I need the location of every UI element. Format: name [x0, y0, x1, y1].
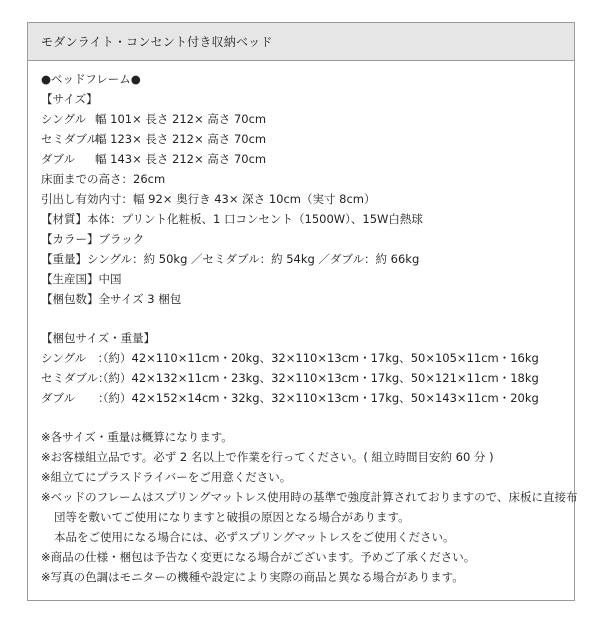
note-mattress-2: 団等を敷いてご使用になりますと破損の原因となる場合があります。 [54, 510, 410, 524]
color: 【カラー】ブラック [41, 232, 145, 246]
note-screwdriver: ※組立てにプラスドライバーをご用意ください。 [41, 470, 292, 484]
size-value: 幅 101× 長さ 212× 高さ 70cm [95, 112, 267, 126]
spec-panel [27, 22, 578, 601]
size-row-semidouble [41, 129, 574, 149]
package-count: 【梱包数】全サイズ 3 梱包 [41, 292, 182, 306]
size-heading: 【サイズ】 [41, 92, 98, 106]
drawer-inner-size: 引出し有効内寸：幅 92× 奥行き 43× 深さ 10cm（実寸 8cm） [41, 192, 376, 206]
panel-header [28, 23, 574, 61]
floor-height: 床面までの高さ：26cm [41, 172, 166, 186]
note-mattress-3: 本品をご使用になる場合には、必ずスプリングマットレスをご使用ください。 [54, 530, 455, 544]
packing-row-single [41, 348, 574, 368]
size-value: 幅 143× 長さ 212× 高さ 70cm [95, 152, 267, 166]
note-spec-change: ※商品の仕様・梱包は予告なく変更になる場合がございます。予めご了承ください。 [41, 550, 476, 564]
size-row-double [41, 149, 574, 169]
packing-row-double [41, 388, 574, 408]
size-label: ダブル ： [41, 152, 110, 166]
packing-row-semidouble [41, 368, 574, 388]
packing-value: （約）42×152×14cm・32kg、32×110×13cm・17kg、50×143×11cm・20kg [97, 391, 539, 405]
packing-value: （約）42×132×11cm・23kg、32×110×13cm・17kg、50×121×11cm・18kg [97, 371, 539, 385]
packing-label: セミダブル： [41, 371, 110, 385]
packing-value: （約）42×110×11cm・20kg、32×110×13cm・17kg、50×105×11cm・16kg [97, 351, 539, 365]
material: 【材質】本体：プリント化粧板、1 口コンセント（1500W）、15W白熱球 [41, 212, 423, 226]
origin: 【生産国】中国 [41, 272, 122, 286]
size-row-single [41, 109, 574, 129]
note-assembly: ※お客様組立品です。必ず 2 名以上で作業を行ってください。( 組立時間目安約 60 分 ) [41, 450, 494, 464]
packing-heading: 【梱包サイズ・重量】 [41, 331, 156, 345]
note-mattress-1: ※ベッドのフレームはスプリングマットレス使用時の基準で強度計算されておりますので、床板に直接布 [41, 490, 578, 504]
note-approximate: ※各サイズ・重量は概算になります。 [41, 430, 233, 444]
packing-label: ダブル ： [41, 391, 110, 405]
size-label: シングル ： [41, 112, 110, 126]
product-title: モダンライト・コンセント付き収納ベッド [41, 35, 273, 49]
note-photo-color: ※写真の色調はモニターの機種や設定により実際の商品と異なる場合があります。 [41, 570, 464, 584]
packing-label: シングル ： [41, 351, 110, 365]
size-value: 幅 123× 長さ 212× 高さ 70cm [95, 132, 267, 146]
size-label: セミダブル： [41, 132, 110, 146]
frame-heading: ●ベッドフレーム● [41, 72, 141, 86]
weight: 【重量】シングル：約 50kg ／セミダブル：約 54kg ／ダブル：約 66kg [41, 252, 420, 266]
spec-content [28, 61, 578, 587]
